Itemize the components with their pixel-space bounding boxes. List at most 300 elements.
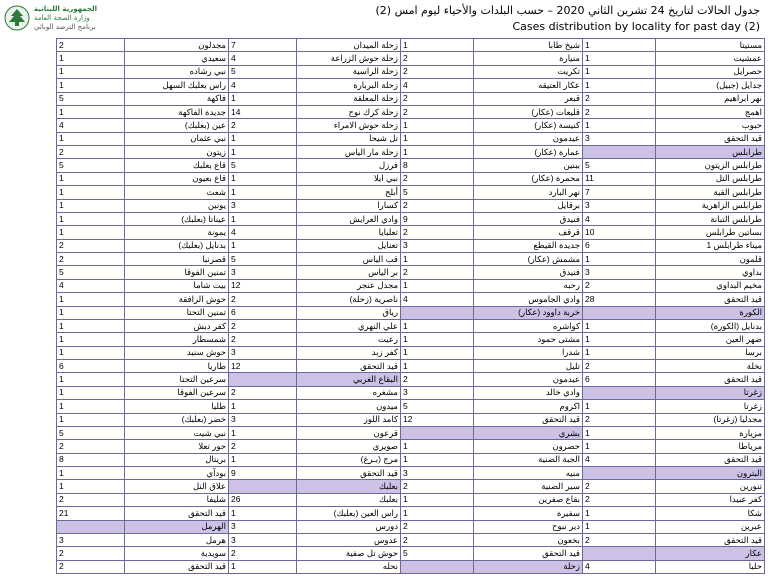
case-count: 4 (401, 293, 474, 306)
case-count: 3 (583, 132, 656, 145)
locality-name: طرابلس الزيتون (656, 159, 765, 172)
locality-name: دورس (297, 520, 401, 533)
locality-name: شيخ طابا (474, 39, 583, 52)
case-count: 1 (583, 400, 656, 413)
case-count: 1 (583, 346, 656, 359)
case-count: 4 (583, 453, 656, 466)
locality-name: سعيدي (125, 52, 229, 65)
locality-name: بقاع صفرين (474, 493, 583, 506)
case-count (57, 520, 125, 533)
locality-name: مجدليا (زغرتا) (656, 413, 765, 426)
case-count (583, 467, 656, 480)
case-count: 4 (229, 226, 297, 239)
locality-name: كواشره (474, 319, 583, 332)
locality-name: وادي العرايش (297, 212, 401, 225)
case-count: 1 (57, 105, 125, 118)
case-count (401, 560, 474, 573)
case-count: 1 (401, 333, 474, 346)
case-count: 1 (57, 79, 125, 92)
case-count: 1 (401, 493, 474, 506)
case-count: 2 (583, 279, 656, 292)
case-count: 1 (583, 426, 656, 439)
case-count: 2 (401, 520, 474, 533)
case-count: 1 (57, 65, 125, 78)
ministry-logo (4, 2, 114, 34)
locality-name: عيدمون (474, 132, 583, 145)
case-count: 2 (583, 360, 656, 373)
locality-name: نهر ابراهيم (656, 92, 765, 105)
case-count: 1 (583, 65, 656, 78)
locality-name: طرابلس الزاهرية (656, 199, 765, 212)
locality-name: طاريا (125, 360, 229, 373)
locality-name: نحله (297, 560, 401, 573)
case-count: 1 (57, 413, 125, 426)
district-header: زحلة (474, 560, 583, 573)
case-count: 9 (401, 212, 474, 225)
locality-name: برسا (656, 346, 765, 359)
table-row (57, 199, 765, 212)
case-count: 28 (583, 293, 656, 306)
case-count: 1 (583, 333, 656, 346)
case-count (583, 306, 656, 319)
case-count: 1 (229, 146, 297, 159)
district-header: بعلبك (297, 480, 401, 493)
table-row (57, 239, 765, 252)
case-count: 3 (229, 199, 297, 212)
case-count: 1 (401, 319, 474, 332)
case-count: 1 (229, 212, 297, 225)
locality-name: ميناء طرابلس 1 (656, 239, 765, 252)
case-count: 1 (229, 507, 297, 520)
case-count: 1 (401, 119, 474, 132)
locality-name: حور تعلا (125, 440, 229, 453)
case-count: 14 (229, 105, 297, 118)
locality-name: ضهر العين (656, 333, 765, 346)
case-count: 3 (229, 413, 297, 426)
case-count: 1 (583, 253, 656, 266)
locality-name: دير نبوح (474, 520, 583, 533)
case-count: 1 (57, 306, 125, 319)
case-count: 2 (583, 413, 656, 426)
table-row (57, 319, 765, 332)
locality-name: منيه (474, 467, 583, 480)
locality-name: قلمون (656, 253, 765, 266)
locality-name: حلبا (656, 560, 765, 573)
district-header: الكورة (656, 306, 765, 319)
title-arabic: جدول الحالات لتاريخ 24 تشرين الثاني 2020 – حسب البلدات والأحياء ليوم امس (2) (375, 4, 760, 17)
locality-name: حوش سنيد (125, 346, 229, 359)
case-count: 1 (401, 253, 474, 266)
locality-name: كفر دبش (125, 319, 229, 332)
table-row (57, 79, 765, 92)
case-count: 4 (583, 560, 656, 573)
locality-name: مرج (بـرغ) (297, 453, 401, 466)
case-count: 5 (401, 547, 474, 560)
case-count (583, 547, 656, 560)
locality-name: نبي شيت (125, 426, 229, 439)
locality-name: فنيدق (474, 212, 583, 225)
case-count: 2 (583, 105, 656, 118)
locality-name: اكروم (474, 400, 583, 413)
locality-name: قاع بعلبك (125, 159, 229, 172)
locality-name: راس العين (بعلبك) (297, 507, 401, 520)
table-row (57, 65, 765, 78)
locality-name: عمارة (عكار) (474, 146, 583, 159)
case-count: 1 (57, 400, 125, 413)
locality-name: خضر (بعلبك) (125, 413, 229, 426)
case-count (401, 306, 474, 319)
locality-name: عين (بعلبك) (125, 119, 229, 132)
case-count: 1 (583, 440, 656, 453)
table-row (57, 547, 765, 560)
case-count: 2 (57, 39, 125, 52)
case-count: 11 (583, 172, 656, 185)
locality-name: قيد التحقق (656, 533, 765, 546)
locality-name: قيد التحقق (474, 547, 583, 560)
locality-name: مشتى حمود (474, 333, 583, 346)
case-count: 5 (401, 400, 474, 413)
table-row (57, 39, 765, 52)
locality-name: سفيرة (474, 507, 583, 520)
locality-name: شكا (656, 507, 765, 520)
locality-name: حبوب (656, 119, 765, 132)
table-row (57, 467, 765, 480)
case-count: 2 (401, 65, 474, 78)
case-count: 2 (401, 92, 474, 105)
table-row (57, 293, 765, 306)
title-english: Cases distribution by locality for past day (2) (512, 20, 760, 33)
case-count: 5 (57, 426, 125, 439)
case-count: 5 (57, 266, 125, 279)
case-count: 1 (57, 172, 125, 185)
district-header: عكار (656, 547, 765, 560)
case-count: 2 (57, 239, 125, 252)
locality-name: مرياطا (656, 440, 765, 453)
district-header: بشري (474, 426, 583, 439)
case-count: 2 (401, 105, 474, 118)
locality-name: علاق التل (125, 480, 229, 493)
logo-line-3: برنامج الترصد الوبائي (34, 22, 96, 31)
table-row (57, 373, 765, 386)
case-count: 2 (583, 533, 656, 546)
table-row (57, 253, 765, 266)
locality-name: قرعون (297, 426, 401, 439)
case-count (229, 373, 297, 386)
case-count: 1 (57, 467, 125, 480)
case-count: 3 (229, 533, 297, 546)
locality-name: كامد اللوز (297, 413, 401, 426)
locality-name: جدايل (جبيل) (656, 79, 765, 92)
locality-name: عبرين (656, 520, 765, 533)
case-count: 1 (583, 39, 656, 52)
case-count: 10 (583, 226, 656, 239)
locality-name: تعنايل (297, 239, 401, 252)
table-row (57, 507, 765, 520)
case-count: 2 (401, 480, 474, 493)
locality-name: قيد التحقق (474, 413, 583, 426)
case-count: 2 (229, 547, 297, 560)
locality-name: سويدية (125, 547, 229, 560)
locality-name: تمنين التحتا (125, 306, 229, 319)
case-count (583, 146, 656, 159)
case-count: 9 (229, 467, 297, 480)
locality-name: زحلة كرك نوح (297, 105, 401, 118)
case-count: 1 (583, 79, 656, 92)
locality-name: فاكهة (125, 92, 229, 105)
case-count: 1 (401, 440, 474, 453)
case-count: 1 (57, 293, 125, 306)
locality-name: زحلة مار الياس (297, 146, 401, 159)
case-count: 1 (401, 39, 474, 52)
case-count: 2 (57, 560, 125, 573)
table-row (57, 146, 765, 159)
locality-name: حوش الرافقة (125, 293, 229, 306)
locality-name: عيناتا (بعلبك) (125, 212, 229, 225)
locality-name: ببنين (474, 159, 583, 172)
case-count: 3 (57, 533, 125, 546)
case-count: 1 (57, 346, 125, 359)
district-header: خربة داوود (عكار) (474, 306, 583, 319)
case-count (401, 426, 474, 439)
case-count: 1 (57, 212, 125, 225)
locality-name: قيد التحقق (656, 132, 765, 145)
locality-name: بدنايل (الكورة) (656, 319, 765, 332)
case-count: 2 (229, 333, 297, 346)
locality-name: سرعين الفوقا (125, 386, 229, 399)
locality-name: تنورين (656, 480, 765, 493)
cedar-emblem-icon (4, 5, 30, 31)
locality-name: تليل (474, 360, 583, 373)
locality-name: تعلبايا (297, 226, 401, 239)
case-count: 5 (229, 159, 297, 172)
table-row (57, 346, 765, 359)
table-row (57, 426, 765, 439)
locality-name: تل شيحا (297, 132, 401, 145)
locality-name: عمشيت (656, 52, 765, 65)
table-row (57, 52, 765, 65)
table-row (57, 400, 765, 413)
locality-name: زحلة الراسية (297, 65, 401, 78)
table-row (57, 212, 765, 225)
locality-name: زحلة حوش الامراء (297, 119, 401, 132)
case-count: 5 (57, 159, 125, 172)
case-count: 1 (57, 480, 125, 493)
locality-name: زحلة البربارة (297, 79, 401, 92)
case-count: 5 (57, 92, 125, 105)
locality-name: طليا (125, 400, 229, 413)
locality-name: يونين (125, 199, 229, 212)
case-count: 1 (583, 507, 656, 520)
locality-name: رحبه (474, 279, 583, 292)
locality-name: قيد التحقق (125, 560, 229, 573)
case-count: 1 (57, 373, 125, 386)
case-count: 12 (401, 413, 474, 426)
locality-name: قبعر (474, 92, 583, 105)
locality-name: بيت شاما (125, 279, 229, 292)
locality-name: نبي عثمان (125, 132, 229, 145)
locality-name: مجدلون (125, 39, 229, 52)
locality-name: زيتون (125, 146, 229, 159)
case-count: 3 (229, 266, 297, 279)
case-count: 7 (229, 39, 297, 52)
case-count: 7 (583, 186, 656, 199)
locality-name: راس بعلبك السهل (125, 79, 229, 92)
case-count: 1 (583, 520, 656, 533)
case-count: 5 (401, 186, 474, 199)
case-count: 1 (57, 199, 125, 212)
case-count: 3 (583, 199, 656, 212)
case-count: 3 (401, 467, 474, 480)
case-count: 4 (229, 52, 297, 65)
case-count: 1 (229, 172, 297, 185)
locality-name: مشغره (297, 386, 401, 399)
locality-name: قيد التحقق (656, 453, 765, 466)
case-count: 1 (57, 226, 125, 239)
cases-table (56, 38, 765, 574)
locality-name: شعث (125, 186, 229, 199)
case-count: 1 (229, 186, 297, 199)
case-count: 1 (401, 132, 474, 145)
case-count: 1 (401, 346, 474, 359)
table-row (57, 386, 765, 399)
locality-name: كفر عبيدا (656, 493, 765, 506)
locality-name: عيدمون (474, 373, 583, 386)
locality-name: بر الياس (297, 266, 401, 279)
case-count: 3 (583, 266, 656, 279)
locality-name: زحلة المعلقة (297, 92, 401, 105)
locality-name: قيد التحقق (297, 360, 401, 373)
case-count: 2 (583, 92, 656, 105)
logo-line-1: الجمهورية اللبنانية (34, 4, 98, 13)
logo-line-2: وزارة الصحة العامة (34, 13, 90, 22)
table-row (57, 186, 765, 199)
case-count: 1 (229, 132, 297, 145)
locality-name: عكار العتيقه (474, 79, 583, 92)
district-header: البترون (656, 467, 765, 480)
locality-name: كنيسة (عكار) (474, 119, 583, 132)
locality-name: نهر البارد (474, 186, 583, 199)
table-row (57, 333, 765, 346)
table-row (57, 453, 765, 466)
locality-name: بخعون (474, 533, 583, 546)
case-count: 1 (401, 507, 474, 520)
locality-name: بريتال (125, 453, 229, 466)
table-row (57, 560, 765, 573)
locality-name: قيد التحقق (656, 293, 765, 306)
case-count: 5 (229, 65, 297, 78)
locality-name: أبلح (297, 186, 401, 199)
case-count: 1 (583, 319, 656, 332)
case-count: 1 (57, 186, 125, 199)
locality-name: زحلة الميدان (297, 39, 401, 52)
case-count: 1 (57, 52, 125, 65)
case-count: 6 (583, 239, 656, 252)
case-count: 8 (401, 159, 474, 172)
case-count: 2 (401, 373, 474, 386)
locality-name: يمونة (125, 226, 229, 239)
case-count: 21 (57, 507, 125, 520)
table-row (57, 413, 765, 426)
case-count: 1 (229, 453, 297, 466)
locality-name: بدنايل (بعلبك) (125, 239, 229, 252)
case-count: 6 (583, 373, 656, 386)
locality-name: قيد التحقق (656, 373, 765, 386)
locality-name: زغرتا (656, 400, 765, 413)
locality-name: هرمل (125, 533, 229, 546)
case-count: 2 (229, 319, 297, 332)
locality-name: قيد التحقق (297, 467, 401, 480)
locality-name: شليفا (125, 493, 229, 506)
locality-name: تكريت (474, 65, 583, 78)
locality-name: طرابلس التل (656, 172, 765, 185)
case-count: 2 (401, 52, 474, 65)
table-row (57, 533, 765, 546)
locality-name: عدوس (297, 533, 401, 546)
locality-name: بودآي (125, 467, 229, 480)
locality-name: حصرون (474, 440, 583, 453)
case-count: 2 (401, 199, 474, 212)
locality-name: فنيدق (474, 266, 583, 279)
table-row (57, 279, 765, 292)
case-count: 4 (229, 79, 297, 92)
locality-name: بساتين طرابلس (656, 226, 765, 239)
case-count: 2 (401, 533, 474, 546)
case-count: 2 (401, 226, 474, 239)
case-count: 4 (57, 279, 125, 292)
case-count: 2 (57, 547, 125, 560)
case-count: 12 (229, 360, 297, 373)
table-row (57, 266, 765, 279)
table-row (57, 172, 765, 185)
case-count: 2 (57, 493, 125, 506)
case-count: 1 (583, 52, 656, 65)
case-count: 2 (229, 386, 297, 399)
locality-name: قرقف (474, 226, 583, 239)
locality-name: اهمج (656, 105, 765, 118)
locality-name: ميدون (297, 400, 401, 413)
locality-name: حصرايل (656, 65, 765, 78)
locality-name: تمنين الفوقا (125, 266, 229, 279)
case-count: 1 (57, 386, 125, 399)
locality-name: نخلة (656, 360, 765, 373)
case-count: 3 (229, 520, 297, 533)
case-count: 1 (229, 92, 297, 105)
case-count: 1 (401, 453, 474, 466)
case-count: 2 (583, 480, 656, 493)
case-count: 3 (229, 346, 297, 359)
locality-name: قليعات (عكار) (474, 105, 583, 118)
locality-name: جديدة القيطع (474, 239, 583, 252)
table-row (57, 226, 765, 239)
table-row (57, 360, 765, 373)
case-count: 2 (401, 266, 474, 279)
page-header (0, 0, 768, 38)
locality-name: الجبة الضنية (474, 453, 583, 466)
case-count: 1 (229, 560, 297, 573)
case-count: 2 (583, 493, 656, 506)
case-count: 2 (57, 440, 125, 453)
case-count: 1 (401, 279, 474, 292)
case-count: 2 (401, 172, 474, 185)
case-count: 1 (401, 146, 474, 159)
district-header: طرابلس (656, 146, 765, 159)
table-row (57, 105, 765, 118)
case-count: 3 (401, 386, 474, 399)
table-row (57, 440, 765, 453)
locality-name: شمسطار (125, 333, 229, 346)
table-row (57, 92, 765, 105)
district-header: الهرمل (125, 520, 229, 533)
